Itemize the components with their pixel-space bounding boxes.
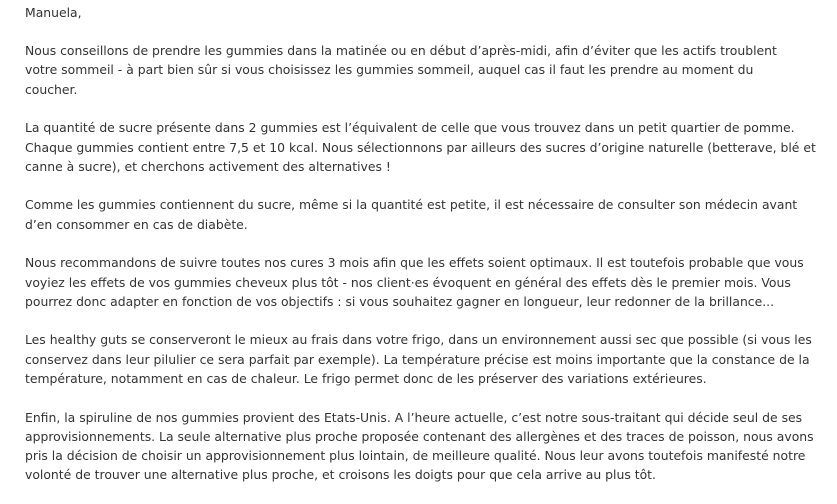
paragraph-line: canne à sucre), et cherchons activement des alternatives ! bbox=[25, 158, 391, 174]
paragraph-line: conservez dans leur pilulier ce sera parfait par exemple). La température précise est moins importante que la constance de la bbox=[25, 351, 810, 367]
paragraph-diabetes bbox=[25, 195, 825, 233]
paragraph-line: Les healthy guts se conserveront le mieux au frais dans votre frigo, dans un environnement aussi sec que possible (si vous les bbox=[25, 332, 812, 348]
greeting: Manuela, bbox=[25, 5, 82, 20]
paragraph-line: pourrez donc adapter en fonction de vos objectifs : si vous souhaitez gagner en longueur, leur redonner de la brillance... bbox=[25, 293, 775, 309]
paragraph-line: approvisionnements. La seule alternative plus proche proposée contenant des allergènes et des traces de poisson, nous avons bbox=[25, 428, 814, 444]
paragraph-line: coucher. bbox=[25, 81, 78, 97]
paragraph-line: voyiez les effets de vos gummies cheveux plus tôt - nos client·es évoquent en général des effets dès le premier mois. Vous bbox=[25, 274, 791, 290]
email-body bbox=[25, 3, 825, 504]
paragraph-line: Nous recommandons de suivre toutes nos cures 3 mois afin que les effets soient optimaux. Il est toutefois probable que vous bbox=[25, 255, 804, 271]
paragraph-line: pris la décision de choisir un approvisionnement plus lointain, de meilleure qualité. Nous leur avons toutefois manifesté notre bbox=[25, 447, 806, 463]
paragraph-line: Nous conseillons de prendre les gummies dans la matinée ou en début d’après-midi, afin d’éviter que les actifs troublent bbox=[25, 43, 777, 59]
paragraph-line: La quantité de sucre présente dans 2 gummies est l’équivalent de celle que vous trouvez dans un petit quartier de pomme. bbox=[25, 120, 795, 136]
paragraph-sugar bbox=[25, 118, 825, 176]
paragraph-timing bbox=[25, 41, 825, 99]
paragraph-line: Enfin, la spiruline de nos gummies provient des Etats-Unis. A l’heure actuelle, c’est notre sous-traitant qui décide seul de ses bbox=[25, 409, 803, 425]
paragraph-line: votre sommeil - à part bien sûr si vous choisissez les gummies sommeil, auquel cas il faut les prendre au moment du bbox=[25, 62, 754, 78]
paragraph-line: Comme les gummies contiennent du sucre, même si la quantité est petite, il est nécessaire de consulter son médecin avant bbox=[25, 197, 798, 213]
paragraph-line: température, notamment en cas de chaleur. Le frigo permet donc de les préserver des variations extérieures. bbox=[25, 370, 707, 386]
paragraph-line: d’en consommer en cas de diabète. bbox=[25, 216, 248, 232]
paragraph-cures bbox=[25, 253, 825, 311]
paragraph-line: volonté de trouver une alternative plus proche, et croisons les doigts pour que cela arrive au plus tôt. bbox=[25, 467, 656, 483]
paragraph-storage bbox=[25, 330, 825, 388]
paragraph-spirulina bbox=[25, 408, 825, 485]
paragraph-line: Chaque gummies contient entre 7,5 et 10 kcal. Nous sélectionnons par ailleurs des sucres d’origine naturelle (betterave, blé et bbox=[25, 139, 816, 155]
